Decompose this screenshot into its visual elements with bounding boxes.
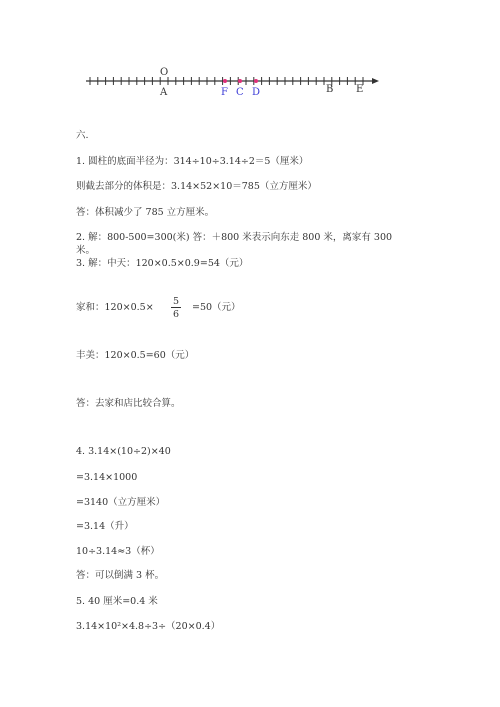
- q2-line2: 米。: [76, 245, 96, 256]
- q2-line1: 2. 解：800-500=300(米) 答：＋800 米表示向东走 800 米，离家有 300: [76, 232, 393, 243]
- q5-line2: 3.14×10²×4.8÷3÷（20×0.4）: [76, 621, 221, 632]
- origin-label: O: [160, 67, 169, 78]
- q1-line2: 则截去部分的体积是：3.14×52×10＝785（立方厘米）: [76, 181, 317, 192]
- q1-answer: 答：体积减少了 785 立方厘米。: [76, 207, 215, 218]
- q4-line3: =3140（立方厘米）: [76, 497, 166, 508]
- q4-answer: 答：可以倒满 3 杯。: [76, 570, 165, 581]
- label-f: F: [221, 87, 228, 98]
- q4-line5: 10÷3.14≈3（杯）: [76, 546, 160, 557]
- q3-fengmei: 丰美：120×0.5=60（元）: [76, 350, 195, 361]
- q4-line1: 4. 3.14×(10÷2)×40: [76, 446, 171, 457]
- point-d: [254, 79, 258, 83]
- point-c: [238, 79, 242, 83]
- label-c: C: [236, 87, 244, 98]
- q3-answer: 答：去家和店比较合算。: [76, 398, 181, 409]
- label-a: A: [160, 87, 168, 98]
- q4-line2: =3.14×1000: [76, 472, 138, 483]
- label-e: E: [356, 84, 364, 95]
- point-f: [223, 79, 227, 83]
- q3-line1: 3. 解：中天：120×0.5×0.9=54（元）: [76, 258, 249, 269]
- label-b: B: [326, 84, 334, 95]
- q5-line1: 5. 40 厘米=0.4 米: [76, 596, 158, 607]
- section-title: 六.: [76, 130, 89, 141]
- q3-fraction-bar: [171, 307, 181, 308]
- q3-jiahe-suffix: =50（元）: [192, 302, 241, 313]
- q1-line1: 1. 圆柱的底面半径为：314÷10÷3.14÷2＝5（厘米）: [76, 156, 309, 167]
- q3-fraction-numerator: 5: [172, 296, 180, 307]
- q3-fraction-denominator: 6: [172, 309, 180, 320]
- q3-jiahe-prefix: 家和：120×0.5×: [76, 302, 154, 313]
- q4-line4: =3.14（升）: [76, 521, 134, 532]
- number-line-diagram: [0, 0, 500, 110]
- number-line-arrow: [372, 78, 379, 84]
- label-d: D: [252, 87, 261, 98]
